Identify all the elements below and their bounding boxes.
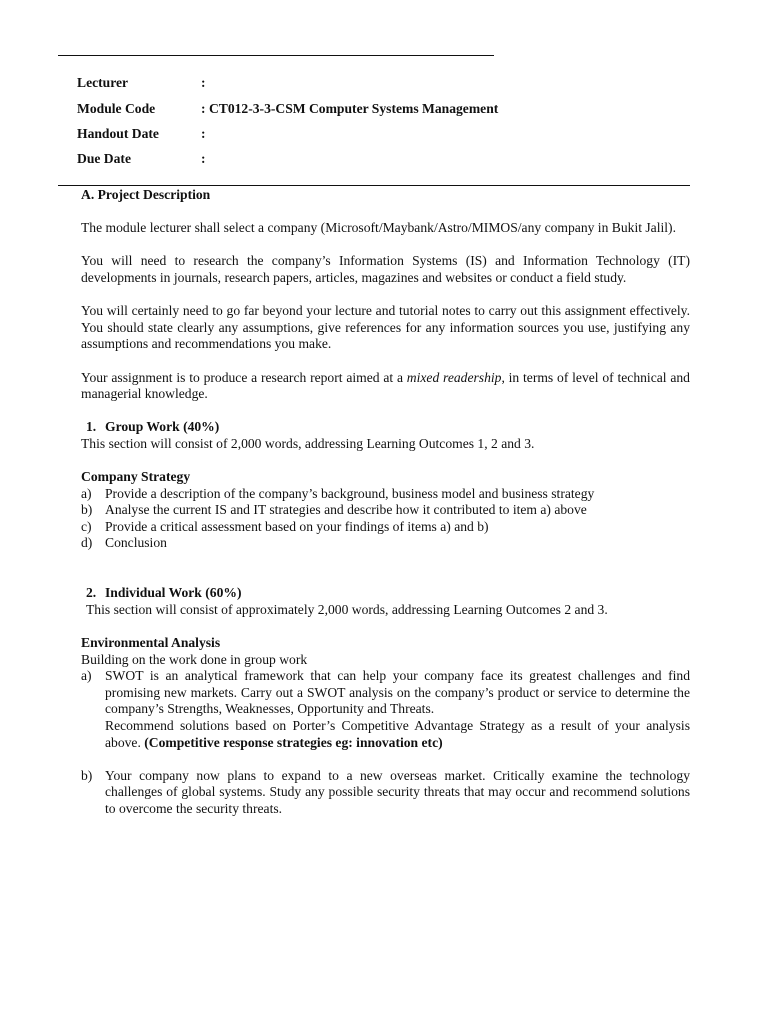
header-row-module-code	[77, 96, 498, 121]
header-divider	[58, 185, 690, 186]
document-header	[77, 71, 498, 172]
list-item-overseas: b) Your company now plans to expand to a new overseas market. Critically examine the technology challenges of global systems. Study any possible security threats that may occur and recommend solutions to overcome the security threats.	[81, 767, 690, 816]
group-work-intro: This section will consist of 2,000 words, addressing Learning Outcomes 1, 2 and 3.	[81, 435, 535, 451]
group-work-heading: 1. Group Work (40%)	[86, 419, 220, 435]
individual-work-intro: This section will consist of approximately 2,000 words, addressing Learning Outcomes 2 and 3.	[86, 601, 608, 617]
paragraph-company-selection: The module lecturer shall select a company (Microsoft/Maybank/Astro/MIMOS/any company in Bukit Jalil).	[81, 220, 676, 236]
paragraph-beyond-notes: You will certainly need to go far beyond your lecture and tutorial notes to carry out this assignment effectively. You should state clearly any assumptions, give references for any information sources you use, justifying any assumptions and recommendations you make.	[81, 303, 690, 352]
competitive-strategies-bold: (Competitive response strategies eg: innovation etc)	[144, 734, 443, 750]
company-strategy-heading: Company Strategy	[81, 469, 191, 485]
mixed-readership-emphasis: mixed readership	[406, 369, 502, 385]
project-description-heading: A. Project Description	[81, 187, 211, 202]
module-code-sep: :	[201, 100, 206, 116]
lecturer-label: Lecturer	[77, 75, 129, 91]
due-date-label: Due Date	[77, 151, 131, 167]
lecturer-sep: :	[201, 75, 206, 91]
module-code-value: CT012-3-3-CSM Computer Systems Management	[208, 100, 499, 116]
list-item: c) Provide a critical assessment based on your findings of items a) and b)	[81, 518, 489, 534]
header-row-lecturer	[77, 71, 498, 96]
paragraph-research: You will need to research the company’s Information Systems (IS) and Information Technology (IT) developments in journals, research papers, articles, magazines and websites or conduct a field study.	[81, 253, 690, 285]
handout-date-sep: :	[201, 125, 206, 141]
list-item: d) Conclusion	[81, 535, 167, 551]
due-date-sep: :	[201, 151, 206, 167]
environmental-analysis-heading: Environmental Analysis	[81, 635, 221, 651]
module-code-label: Module Code	[77, 100, 156, 116]
handout-date-label: Handout Date	[77, 125, 159, 141]
top-rule	[58, 55, 494, 56]
header-row-handout-date	[77, 122, 498, 147]
individual-work-heading: 2. Individual Work (60%)	[86, 585, 242, 601]
paragraph-readership: Your assignment is to produce a research report aimed at a mixed readership, in terms of level of technical and managerial knowledge.	[81, 369, 690, 402]
list-item: b) Analyse the current IS and IT strategies and describe how it contributed to item a) above	[81, 502, 587, 518]
list-item: a) Provide a description of the company’s background, business model and business strategy	[81, 485, 595, 501]
list-item-swot: a) SWOT is an analytical framework that can help your company face its greatest challenges and find promising new markets. Carry out a SWOT analysis on the company’s product or service to determine the company’s Strengths, Weaknesses, Opportunity and Threats. Recommend solutions based on Porter’s Competitive Advantage Strategy as a result of your analysis above. (Competitive response strategies eg: innovation etc)	[81, 668, 690, 750]
environmental-analysis-lead: Building on the work done in group work	[81, 651, 308, 667]
document-body	[81, 187, 690, 818]
header-row-due-date	[77, 147, 498, 172]
